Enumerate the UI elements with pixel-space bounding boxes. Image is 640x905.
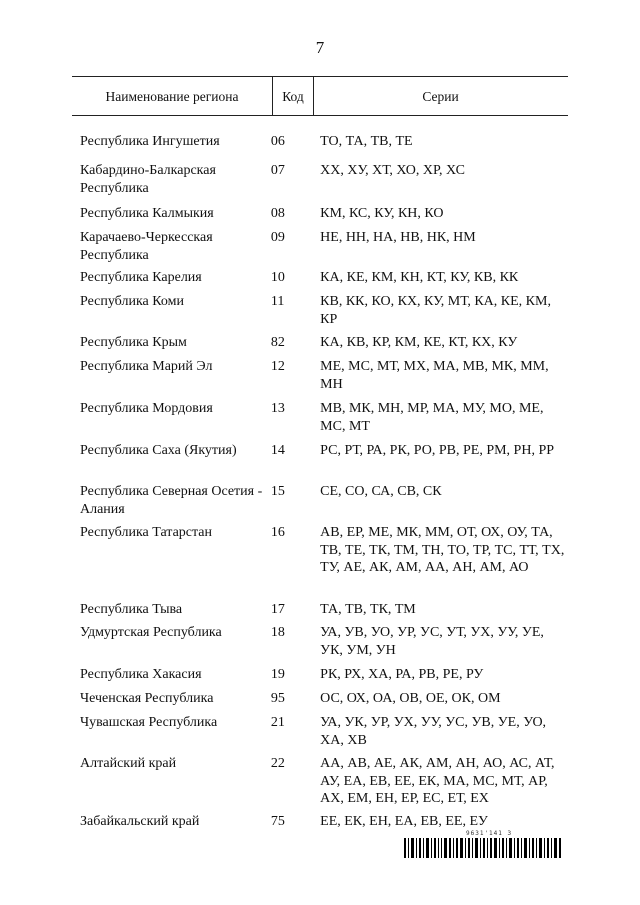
series-list: НЕ, НН, НА, НВ, НК, НМ bbox=[320, 230, 476, 245]
document-stamp-number: 9631'141 3 bbox=[466, 830, 513, 837]
series-list: РК, РХ, ХА, РА, РВ, РЕ, РУ bbox=[320, 667, 484, 682]
region-code: 16 bbox=[270, 525, 285, 540]
region-code: 10 bbox=[270, 270, 285, 285]
table-row bbox=[72, 601, 568, 624]
series-list: СЕ, СО, СА, СВ, СК bbox=[320, 484, 442, 499]
series-list: КВ, КК, КО, КХ, КУ, МТ, КА, КЕ, КМ, КР bbox=[320, 294, 551, 327]
table-row bbox=[72, 714, 568, 755]
table-row bbox=[72, 690, 568, 714]
table-row bbox=[72, 133, 568, 162]
region-code: 07 bbox=[270, 163, 285, 178]
series-list: ХХ, ХУ, ХТ, ХО, ХР, ХС bbox=[320, 163, 465, 178]
table-row bbox=[72, 334, 568, 358]
header-series: Серии bbox=[422, 88, 459, 104]
series-list: УА, УК, УР, УХ, УУ, УС, УВ, УЕ, УО, ХА, ХВ bbox=[320, 715, 547, 748]
region-code: 82 bbox=[270, 335, 285, 350]
series-list: КА, КЕ, КМ, КН, КТ, КУ, КВ, КК bbox=[320, 270, 519, 285]
table-row bbox=[72, 755, 568, 813]
series-list: КА, КВ, КР, КМ, КЕ, КТ, КХ, КУ bbox=[320, 335, 518, 350]
region-code: 14 bbox=[270, 443, 285, 458]
series-list: УА, УВ, УО, УР, УС, УТ, УХ, УУ, УЕ, УК, УМ, УН bbox=[320, 625, 544, 658]
region-code: 12 bbox=[270, 359, 285, 374]
series-list: КМ, КС, КУ, КН, КО bbox=[320, 206, 444, 221]
region-name: Забайкальский край bbox=[80, 814, 200, 829]
region-code: 15 bbox=[270, 484, 285, 499]
region-code: 17 bbox=[270, 602, 285, 617]
region-name: Кабардино-Балкарская Республика bbox=[80, 163, 216, 196]
region-name: Республика Калмыкия bbox=[80, 206, 214, 221]
region-code: 95 bbox=[270, 691, 285, 706]
table-row bbox=[72, 524, 568, 601]
table-row bbox=[72, 229, 568, 269]
table-row bbox=[72, 666, 568, 690]
series-list: РС, РТ, РА, РК, РО, РВ, РЕ, РМ, РН, РР bbox=[320, 443, 555, 458]
series-list: ОС, ОХ, ОА, ОВ, ОЕ, ОК, ОМ bbox=[320, 691, 501, 706]
region-name: Республика Татарстан bbox=[80, 525, 213, 540]
region-name: Чувашская Республика bbox=[80, 715, 218, 730]
region-name: Республика Северная Осетия - Алания bbox=[80, 484, 263, 517]
region-code: 18 bbox=[270, 625, 285, 640]
series-list: ЕЕ, ЕК, ЕН, ЕА, ЕВ, ЕЕ, ЕУ bbox=[320, 814, 488, 829]
page-number: 7 bbox=[315, 38, 325, 57]
series-list: МЕ, МС, МТ, МХ, МА, МВ, МК, ММ, МН bbox=[320, 359, 549, 392]
region-code: 08 bbox=[270, 206, 285, 221]
region-name: Республика Хакасия bbox=[80, 667, 202, 682]
region-name: Карачаево-Черкесская Республика bbox=[80, 230, 213, 263]
series-list: АА, АВ, АЕ, АК, АМ, АН, АО, АС, АТ, АУ, ЕА, ЕВ, ЕЕ, ЕК, МА, МС, МТ, АР, АХ, ЕМ, ЕН, ЕР, ЕС, ЕТ, ЕХ bbox=[320, 756, 555, 806]
table-header bbox=[72, 76, 568, 116]
table-row bbox=[72, 358, 568, 400]
region-name: Республика Марий Эл bbox=[80, 359, 213, 374]
series-list: МВ, МК, МН, МР, МА, МУ, МО, МЕ, МС, МТ bbox=[320, 401, 544, 434]
region-name: Республика Мордовия bbox=[80, 401, 213, 416]
region-name: Республика Тыва bbox=[80, 602, 183, 617]
table-row bbox=[72, 205, 568, 229]
table-row bbox=[72, 442, 568, 483]
region-code: 19 bbox=[270, 667, 285, 682]
table-row bbox=[72, 293, 568, 334]
table-row bbox=[72, 483, 568, 524]
series-list: ТО, ТА, ТВ, ТЕ bbox=[320, 134, 413, 149]
region-code: 09 bbox=[270, 230, 285, 245]
region-code: 11 bbox=[270, 294, 285, 309]
region-code: 75 bbox=[270, 814, 285, 829]
table-row bbox=[72, 400, 568, 442]
region-name: Алтайский край bbox=[80, 756, 177, 771]
region-name: Республика Саха (Якутия) bbox=[80, 443, 237, 458]
header-region: Наименование региона bbox=[105, 88, 239, 104]
region-name: Чеченская Республика bbox=[80, 691, 214, 706]
table-row bbox=[72, 624, 568, 666]
table-row bbox=[72, 162, 568, 205]
region-name: Удмуртская Республика bbox=[80, 625, 222, 640]
header-code: Код bbox=[272, 77, 314, 115]
region-code: 21 bbox=[270, 715, 285, 730]
region-code: 06 bbox=[270, 134, 285, 149]
series-list: ТА, ТВ, ТК, ТМ bbox=[320, 602, 416, 617]
region-code: 13 bbox=[270, 401, 285, 416]
table-body bbox=[72, 133, 568, 835]
regions-table bbox=[72, 76, 568, 829]
region-name: Республика Карелия bbox=[80, 270, 202, 285]
region-code: 22 bbox=[270, 756, 285, 771]
region-name: Республика Крым bbox=[80, 335, 187, 350]
barcode-image bbox=[404, 838, 561, 858]
series-list: АВ, ЕР, МЕ, МК, ММ, ОТ, ОХ, ОУ, ТА, ТВ, ТЕ, ТК, ТМ, ТН, ТО, ТР, ТС, ТТ, ТХ, ТУ, АЕ, АК, АМ, АА, АН, АМ, АО bbox=[320, 525, 565, 575]
region-name: Республика Ингушетия bbox=[80, 134, 220, 149]
table-row bbox=[72, 269, 568, 293]
region-name: Республика Коми bbox=[80, 294, 184, 309]
